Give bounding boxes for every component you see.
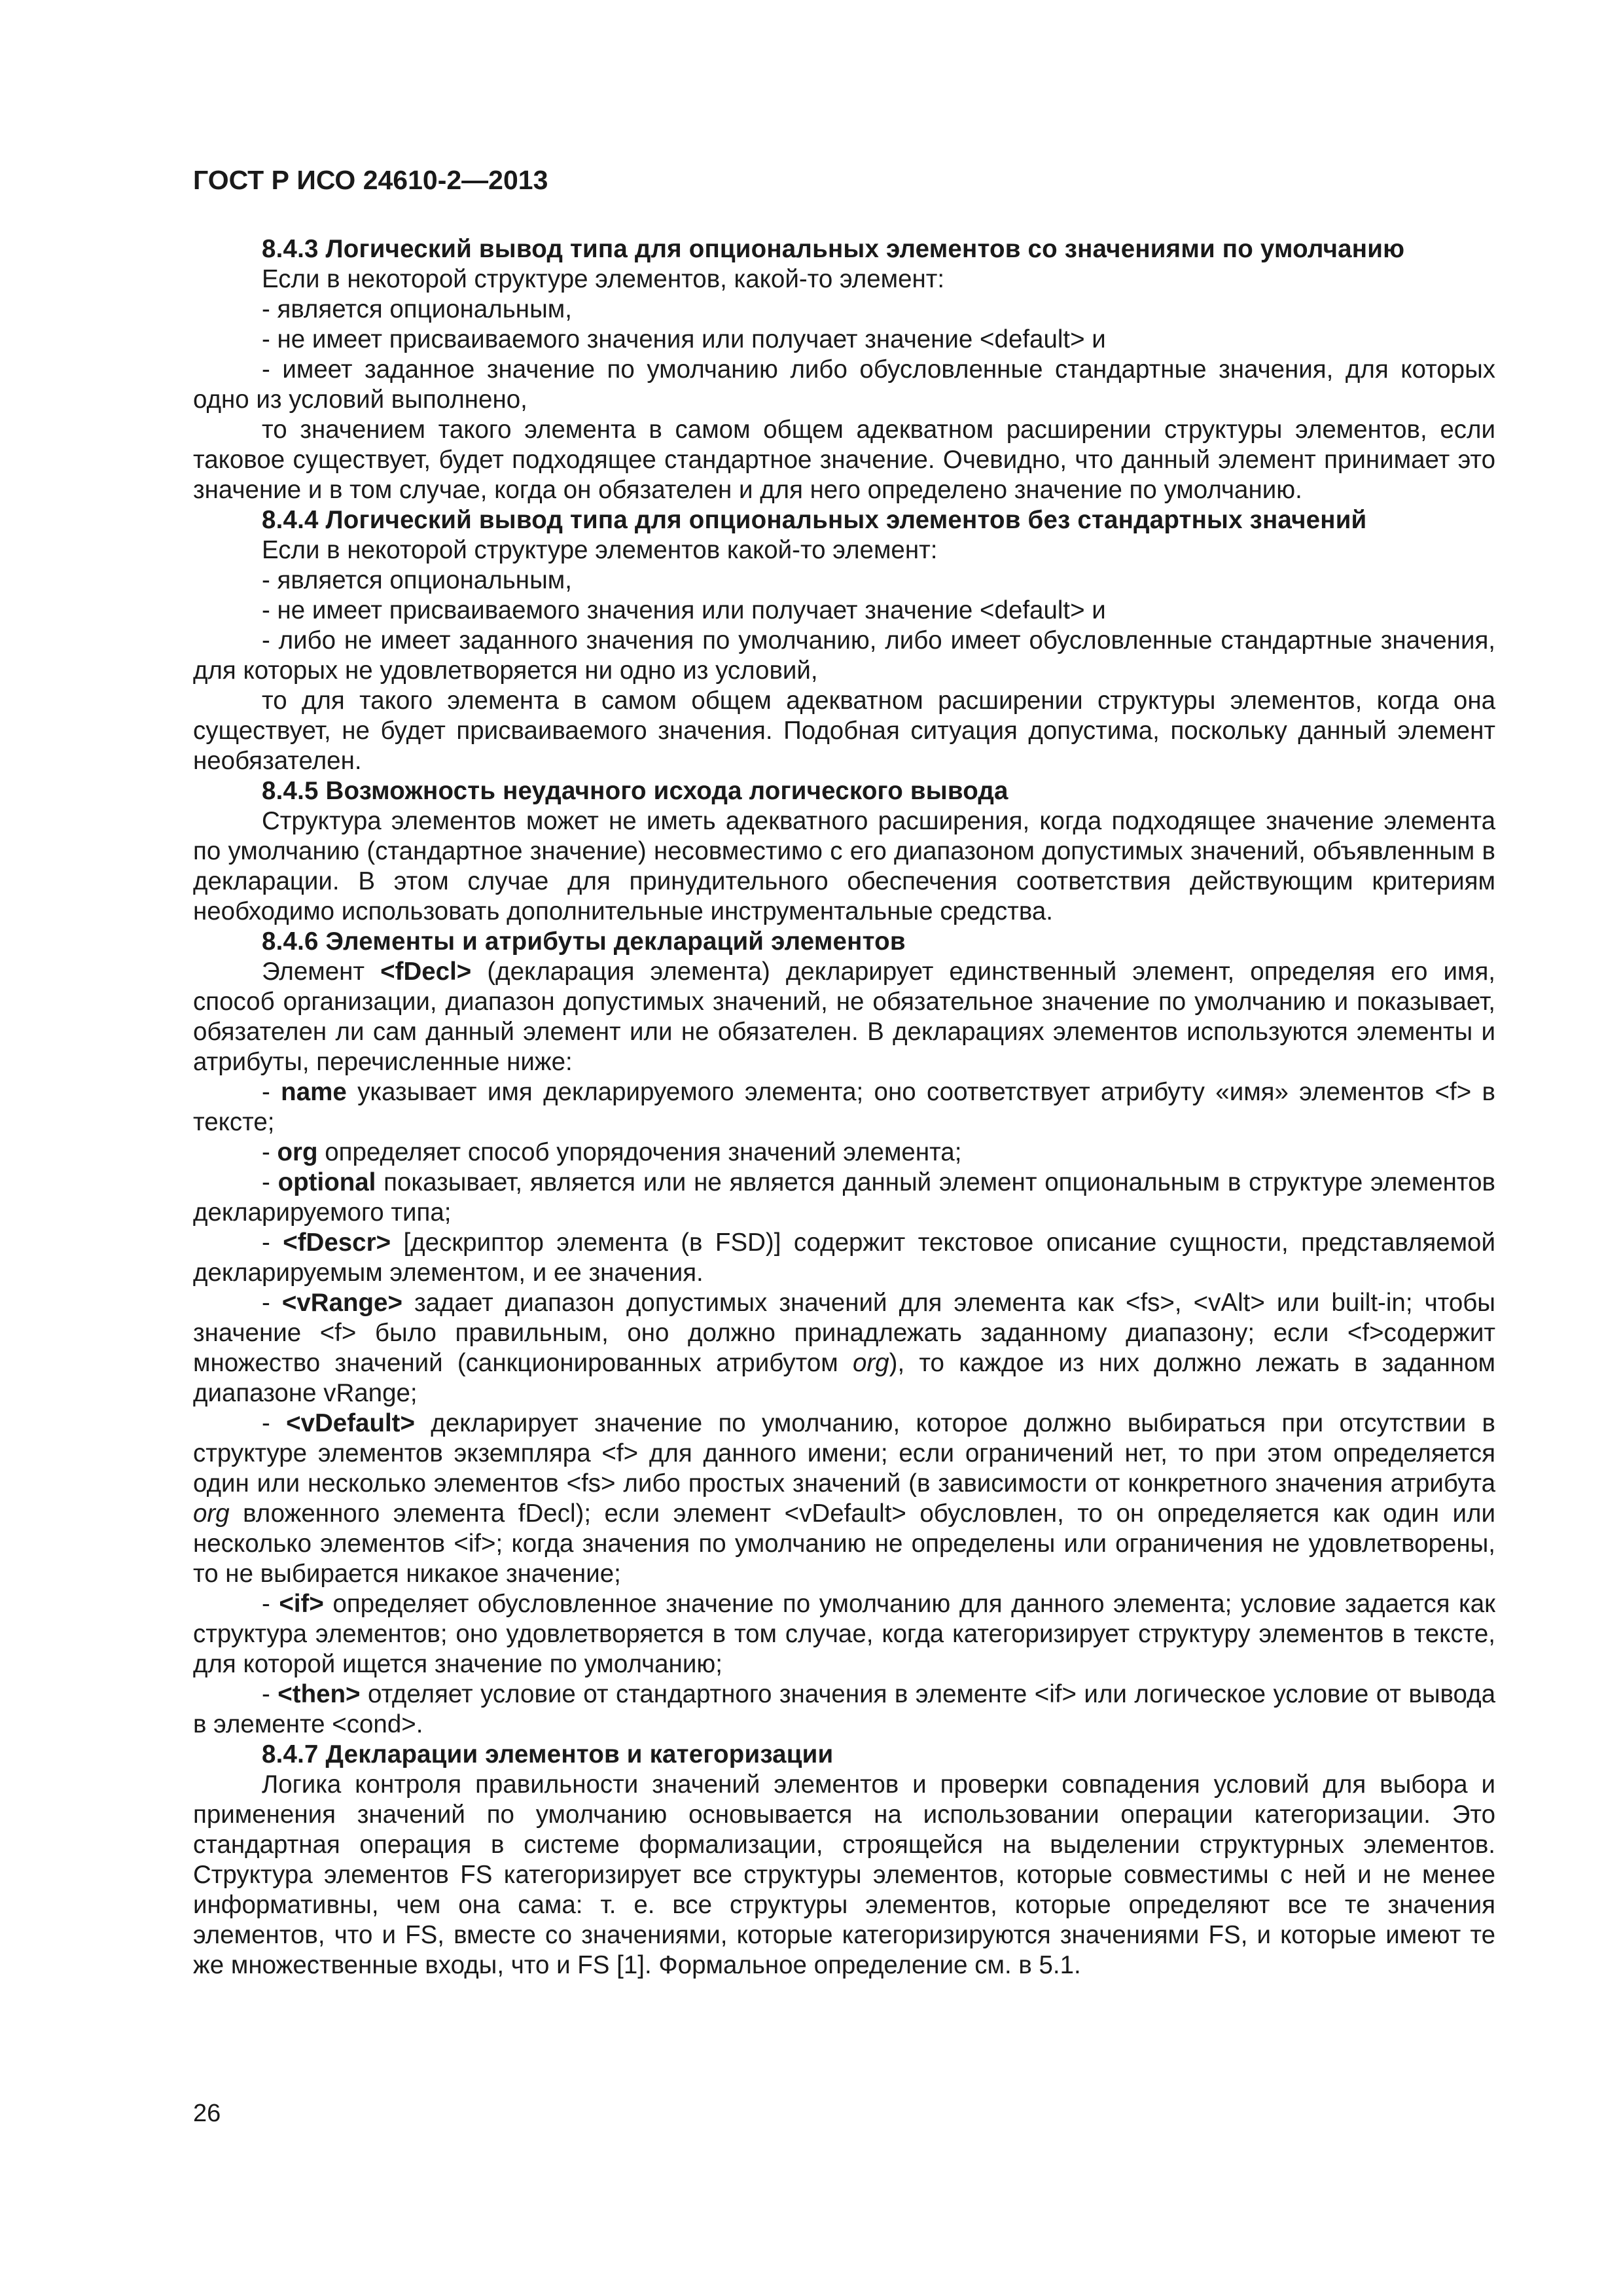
section-8-4-5-heading: 8.4.5 Возможность неудачного исхода логического вывода xyxy=(262,777,1008,805)
list-item-vdefault: - <vDefault> декларирует значение по умолчанию, которое должно выбираться при отсутствии в структуре элементов экземпляра <f> для данного имени; если ограничений нет, то при этом определяется один или несколько элементов <fs> либо простых значений (в зависимости от конкретного значения атрибута org вложенного элемента fDecl); если элемент <vDefault> обусловлен, то он определяется как один или несколько элементов <if>; когда значения по умолчанию не определены или ограничения не удовлетворены, то не выбирается никакое значение; xyxy=(193,1409,1495,1588)
page-content xyxy=(193,164,1495,1981)
list-item: - не имеет присваиваемого значения или получает значение <default> и xyxy=(262,596,1106,624)
section-8-4-6-heading: 8.4.6 Элементы и атрибуты деклараций элементов xyxy=(262,927,906,956)
term-fdecl: <fDecl> xyxy=(380,958,472,986)
section-8-4-4-heading: 8.4.4 Логический вывод типа для опциональных элементов без стандартных значений xyxy=(262,506,1367,534)
paragraph: то значением такого элемента в самом общем адекватном расширении структуры элементов, если таковое существует, будет подходящее стандартное значение. Очевидно, что данный элемент принимает это значение и в том случае, когда он обязателен и для него определено значение по умолчанию. xyxy=(193,416,1495,504)
list-item: - имеет заданное значение по умолчанию либо обусловленные стандартные значения, для которых одно из условий выполнено, xyxy=(193,355,1495,414)
list-item-fdescr: - <fDescr> [дескриптор элемента (в FSD)] содержит текстовое описание сущности, представляемой декларируемым элементом, и ее значения. xyxy=(193,1229,1495,1287)
list-item-then: - <then> отделяет условие от стандартного значения в элементе <if> или логическое условие от вывода в элементе <cond>. xyxy=(193,1680,1495,1738)
paragraph: Если в некоторой структуре элементов какой-то элемент: xyxy=(262,536,938,564)
paragraph-fdecl-intro: Элемент <fDecl> (декларация элемента) декларирует единственный элемент, определяя его имя, способ организации, диапазон допустимых значений, не обязательное значение по умолчанию и показывает, обязателен ли сам данный элемент или не обязателен. В декларациях элементов используются элементы и атрибуты, перечисленные ниже: xyxy=(193,958,1495,1076)
paragraph: то для такого элемента в самом общем адекватном расширении структуры элементов, когда она существует, не будет присваиваемого значения. Подобная ситуация допустима, поскольку данный элемент необязателен. xyxy=(193,687,1495,775)
section-8-4-3-heading: 8.4.3 Логический вывод типа для опциональных элементов со значениями по умолчанию xyxy=(262,235,1405,263)
paragraph: Структура элементов может не иметь адекватного расширения, когда подходящее значение элемента по умолчанию (стандартное значение) несовместимо с его диапазоном допустимых значений, объявленным в декларации. В этом случае для принудительного обеспечения соответствия действующим критериям необходимо использовать дополнительные инструментальные средства. xyxy=(193,807,1495,925)
paragraph: Логика контроля правильности значений элементов и проверки совпадения условий для выбора и применения значений по умолчанию основывается на использовании операции категоризации. Это стандартная операция в системе формализации, строящейся на выделении структурных элементов. Структура элементов FS категоризирует все структуры элементов, которые совместимы с ней и не менее информативны, чем она сама: т. е. все структуры элементов, которые определяют все те значения элементов, что и FS, вместе со значениями, которые категоризируются значениями FS, и которые имеют те же множественные входы, что и FS [1]. Формальное определение см. в 5.1. xyxy=(193,1770,1495,1979)
list-item: - является опциональным, xyxy=(262,566,572,594)
list-item: - либо не имеет заданного значения по умолчанию, либо имеет обусловленные стандартные значения, для которых не удовлетворяется ни одно из условий, xyxy=(193,626,1495,685)
list-item: - является опциональным, xyxy=(262,295,572,323)
document-header: ГОСТ Р ИСО 24610-2—2013 xyxy=(193,165,548,195)
list-item-optional: - optional показывает, является или не является данный элемент опциональным в структуре элементов декларируемого типа; xyxy=(193,1168,1495,1227)
list-item-org: - org определяет способ упорядочения значений элемента; xyxy=(262,1138,962,1166)
list-item-name: - name указывает имя декларируемого элемента; оно соответствует атрибуту «имя» элементов <f> в тексте; xyxy=(193,1078,1495,1136)
paragraph: Если в некоторой структуре элементов, какой-то элемент: xyxy=(262,265,945,293)
list-item: - не имеет присваиваемого значения или получает значение <default> и xyxy=(262,325,1106,353)
page-number: 26 xyxy=(193,2100,221,2127)
list-item-if: - <if> определяет обусловленное значение по умолчанию для данного элемента; условие задается как структура элементов; оно удовлетворяется в том случае, когда категоризирует структуру элементов в тексте, для которой ищется значение по умолчанию; xyxy=(193,1590,1495,1678)
list-item-vrange: - <vRange> задает диапазон допустимых значений для элемента как <fs>, <vAlt> или built-in; чтобы значение <f> было правильным, оно должно принадлежать заданному диапазону; если <f>содержит множество значений (санкционированных атрибутом org), то каждое из них должно лежать в заданном диапазоне vRange; xyxy=(193,1289,1495,1407)
section-8-4-7-heading: 8.4.7 Декларации элементов и категоризации xyxy=(262,1740,834,1768)
